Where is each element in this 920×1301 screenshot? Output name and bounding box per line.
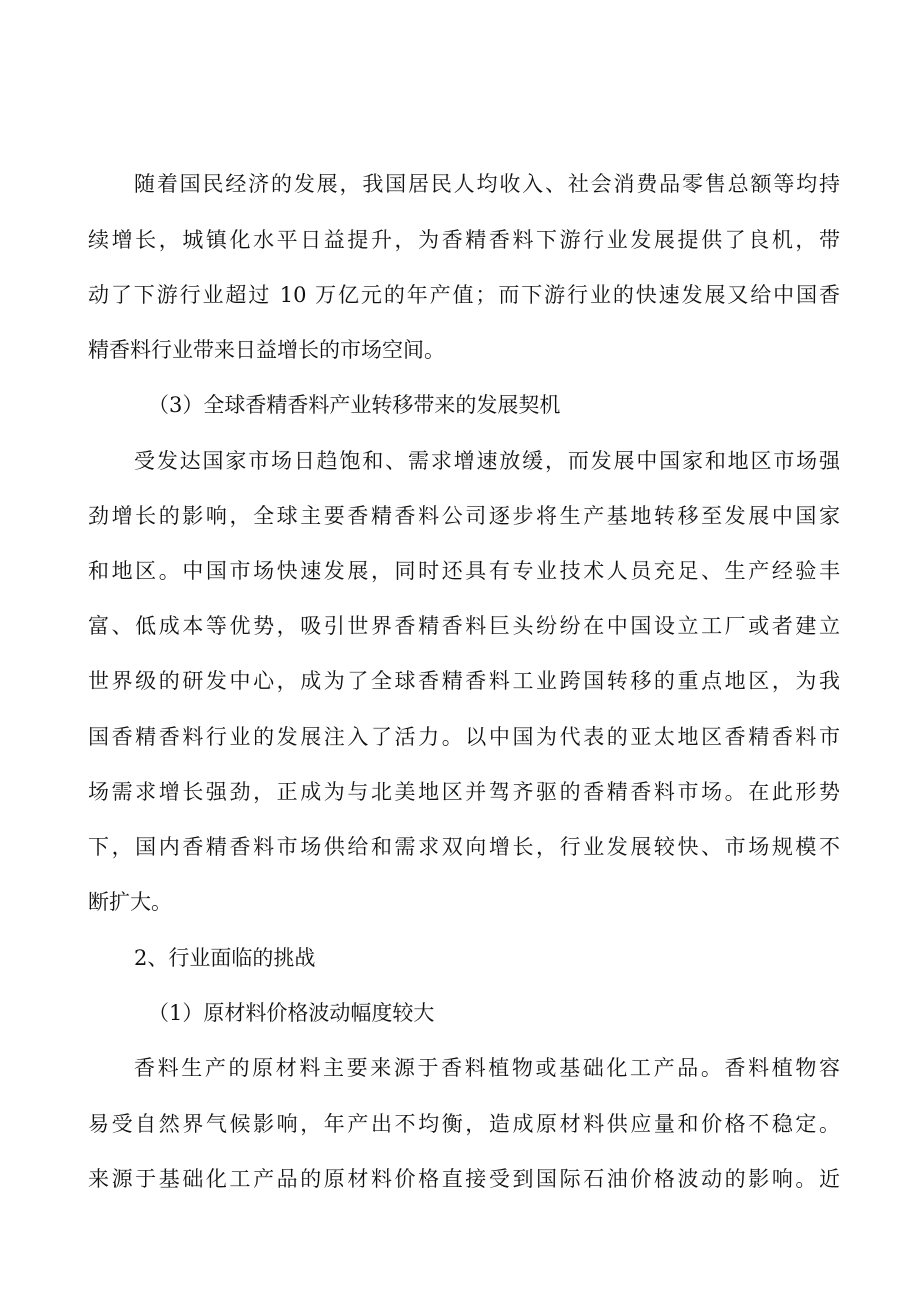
paragraph-3-line-2: 易受自然界气候影响，年产出不均衡，造成原材料供应量和价格不稳定。 <box>88 1112 840 1136</box>
subsection-heading-1: （1）原材料价格波动幅度较大 <box>148 1001 435 1025</box>
paragraph-1-line-2: 续增长，城镇化水平日益提升，为香精香料下游行业发展提供了良机，带 <box>88 228 840 252</box>
paragraph-2-line-1: 受发达国家市场日趋饱和、需求增速放缓，而发展中国家和地区市场强 <box>134 449 840 473</box>
section-heading-3: （3）全球香精香料产业转移带来的发展契机 <box>148 393 561 417</box>
paragraph-2-line-3: 和地区。中国市场快速发展，同时还具有专业技术人员充足、生产经验丰 <box>88 559 840 583</box>
paragraph-1-line-1: 随着国民经济的发展，我国居民人均收入、社会消费品零售总额等均持 <box>134 172 840 196</box>
paragraph-2-line-7: 场需求增长强劲，正成为与北美地区并驾齐驱的香精香料市场。在此形势 <box>88 780 840 804</box>
paragraph-3-line-3: 来源于基础化工产品的原材料价格直接受到国际石油价格波动的影响。近 <box>88 1167 840 1191</box>
paragraph-2-line-6: 国香精香料行业的发展注入了活力。以中国为代表的亚太地区香精香料市 <box>88 725 840 749</box>
paragraph-1-line-3: 动了下游行业超过 10 万亿元的年产值；而下游行业的快速发展又给中国香 <box>88 283 840 307</box>
paragraph-3-line-1: 香料生产的原材料主要来源于香料植物或基础化工产品。香料植物容 <box>134 1056 840 1080</box>
paragraph-1-line-4: 精香料行业带来日益增长的市场空间。 <box>88 338 445 362</box>
paragraph-2-line-5: 世界级的研发中心，成为了全球香精香料工业跨国转移的重点地区，为我 <box>88 669 840 693</box>
paragraph-2-line-2: 劲增长的影响，全球主要香精香料公司逐步将生产基地转移至发展中国家 <box>88 504 840 528</box>
paragraph-2-line-8: 下，国内香精香料市场供给和需求双向增长，行业发展较快、市场规模不 <box>88 835 840 859</box>
paragraph-2-line-4: 富、低成本等优势，吸引世界香精香料巨头纷纷在中国设立工厂或者建立 <box>88 614 840 638</box>
paragraph-2-line-9: 断扩大。 <box>88 890 172 914</box>
section-heading-2: 2、行业面临的挑战 <box>134 946 316 970</box>
